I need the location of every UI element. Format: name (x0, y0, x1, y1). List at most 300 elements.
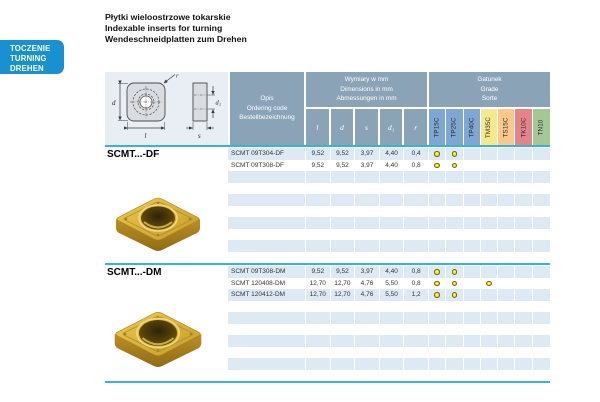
availability-dot (452, 281, 458, 287)
ordering-code-header (230, 72, 304, 145)
dim-value (331, 335, 356, 347)
dim-value (404, 370, 429, 382)
dim-value: 12,70 (306, 289, 331, 301)
grade-column-header-tk10c (515, 109, 532, 145)
grade-cell (533, 194, 550, 206)
dim-value (331, 301, 356, 313)
grade-cell (429, 370, 446, 382)
ordering-code (228, 252, 306, 264)
grade-cell (446, 370, 463, 382)
dim-value: 5,50 (380, 278, 405, 290)
grade-cell (481, 206, 498, 218)
grade-cell (533, 160, 550, 172)
dim-value: 9,52 (331, 266, 356, 278)
table-row-empty (228, 358, 550, 370)
grade-cell (515, 347, 532, 359)
grade-column-label: TN10 (537, 119, 545, 135)
grade-cell (533, 301, 550, 313)
dim-value (306, 252, 331, 264)
availability-dot (452, 151, 458, 157)
dim-value: 9,52 (306, 266, 331, 278)
grade-cell (464, 266, 481, 278)
grade-cell (481, 229, 498, 241)
dim-value (380, 370, 405, 382)
dim-value (355, 194, 380, 206)
category-tab-line: TOCZENIE (10, 43, 51, 53)
dim-value (306, 194, 331, 206)
dim-value (331, 252, 356, 264)
grade-cell (481, 289, 498, 301)
ordering-code (228, 229, 306, 241)
dimensions-header-line: Dimensions in mm (340, 85, 393, 93)
table-row-empty (228, 194, 550, 206)
grade-cell (446, 312, 463, 324)
grade-cell (515, 312, 532, 324)
dim-value (331, 370, 356, 382)
grade-cell (429, 266, 446, 278)
ordering-header-line: Opis (260, 94, 274, 102)
dim-value (331, 206, 356, 218)
dim-value (404, 217, 429, 229)
grade-cell (481, 194, 498, 206)
dim-value: 9,52 (306, 148, 331, 160)
grade-cell (446, 266, 463, 278)
table-row-empty (228, 324, 550, 336)
grade-cell (446, 206, 463, 218)
grade-cell (429, 358, 446, 370)
grade-cell (533, 347, 550, 359)
dim-value (331, 183, 356, 195)
insert-center-hole (139, 320, 177, 346)
grade-cell (446, 301, 463, 313)
table-row-empty (228, 312, 550, 324)
grade-cell (498, 240, 515, 252)
grade-cell (481, 240, 498, 252)
dim-value (306, 229, 331, 241)
ordering-code (228, 240, 306, 252)
grade-cell (464, 289, 481, 301)
dim-value (306, 347, 331, 359)
grade-cell (429, 278, 446, 290)
grade-cell (481, 358, 498, 370)
dim-column-header-l: l (306, 109, 331, 145)
dim-value (331, 229, 356, 241)
grade-cell (429, 324, 446, 336)
grade-cell (498, 266, 515, 278)
table-row-empty (228, 183, 550, 195)
section-rows (228, 266, 550, 381)
grade-cell (498, 347, 515, 359)
availability-dot (434, 151, 440, 157)
grade-cell (464, 206, 481, 218)
grade-cell (498, 206, 515, 218)
page-title-line: Płytki wieloostrzowe tokarskie (105, 12, 231, 22)
dim-value (355, 324, 380, 336)
page-title-line: Wendeschneidplatten zum Drehen (105, 33, 247, 44)
grade-cell (515, 289, 532, 301)
dim-value (380, 335, 405, 347)
grade-cell (464, 335, 481, 347)
ordering-code (228, 171, 306, 183)
grade-cell (481, 171, 498, 183)
ordering-code (228, 324, 306, 336)
ordering-code (228, 312, 306, 324)
grade-cell (464, 358, 481, 370)
ordering-code (228, 358, 306, 370)
dim-value (306, 206, 331, 218)
header-separator-line (105, 145, 550, 147)
grade-cell (446, 335, 463, 347)
dim-value (355, 347, 380, 359)
grade-cell (481, 347, 498, 359)
grade-cell (533, 312, 550, 324)
grade-cell (515, 266, 532, 278)
grade-cell (429, 217, 446, 229)
grade-cell (498, 312, 515, 324)
dim-value (355, 217, 380, 229)
grade-cell (498, 301, 515, 313)
grade-cell (429, 335, 446, 347)
table-row-empty (228, 301, 550, 313)
grade-cell (429, 206, 446, 218)
grade-cell (481, 252, 498, 264)
dim-value: 9,52 (331, 148, 356, 160)
dim-value (404, 206, 429, 218)
grade-cell (498, 160, 515, 172)
dim-value (306, 312, 331, 324)
dimension-subheader (306, 109, 429, 145)
dim-value (306, 324, 331, 336)
grade-cell (446, 217, 463, 229)
grade-cell (533, 358, 550, 370)
grade-cell (429, 229, 446, 241)
dim-value: 5,50 (380, 289, 405, 301)
insert-center-hole (141, 206, 175, 229)
grade-column-label: TP15C (433, 116, 441, 138)
grade-cell (515, 217, 532, 229)
dim-value (355, 183, 380, 195)
grade-cell (515, 252, 532, 264)
dim-value: 12,70 (306, 278, 331, 290)
dim-value (331, 240, 356, 252)
category-tab-line: TURNING (10, 53, 47, 63)
grade-cell (481, 312, 498, 324)
dim-value: 9,52 (331, 160, 356, 172)
dim-value (355, 301, 380, 313)
ordering-header-line: Ordering code (246, 104, 288, 112)
grade-cell (515, 171, 532, 183)
dim-value (380, 240, 405, 252)
dim-label-r: r (176, 72, 179, 80)
ordering-code: SCMT 09T304-DF (228, 148, 306, 160)
grade-cell (498, 278, 515, 290)
bottom-separator-line (105, 381, 550, 383)
grade-column-header-tn10 (533, 109, 550, 145)
dim-value (404, 312, 429, 324)
dim-value (306, 183, 331, 195)
grade-column-header-tp15c (429, 109, 446, 145)
table-row (228, 278, 550, 290)
grade-cell (533, 183, 550, 195)
grade-column-header-tp25c (446, 109, 463, 145)
dim-value (404, 240, 429, 252)
dim-value (404, 183, 429, 195)
dim-value (355, 252, 380, 264)
dim-value (404, 301, 429, 313)
dim-value (306, 301, 331, 313)
grade-cell (446, 194, 463, 206)
ordering-code (228, 217, 306, 229)
grade-cell (429, 289, 446, 301)
grade-subheader (429, 109, 550, 145)
dim-value (306, 370, 331, 382)
grade-cell (481, 217, 498, 229)
grade-cell (481, 183, 498, 195)
grade-cell (515, 148, 532, 160)
grade-cell (464, 252, 481, 264)
table-row-empty (228, 347, 550, 359)
dim-value: 12,70 (331, 278, 356, 290)
ordering-code (228, 206, 306, 218)
dim-value (355, 370, 380, 382)
grade-cell (515, 301, 532, 313)
ordering-code: SCMT 09T308-DM (228, 266, 306, 278)
dim-value: 0,4 (404, 148, 429, 160)
dim-value (404, 358, 429, 370)
dim-value (404, 324, 429, 336)
table-row-empty (228, 240, 550, 252)
section-label-scmt-dm: SCMT...-DM (107, 267, 162, 278)
dim-label-d1: d₁ (215, 99, 222, 107)
grade-cell (429, 301, 446, 313)
grade-cell (429, 347, 446, 359)
dim-value (380, 171, 405, 183)
dim-value (355, 229, 380, 241)
availability-dot (452, 163, 458, 169)
ordering-code: SCMT 120412-DM (228, 289, 306, 301)
grade-cell (481, 324, 498, 336)
grade-cell (464, 278, 481, 290)
grade-cell (498, 289, 515, 301)
dimensions-header-line: Abmessungen in mm (336, 95, 397, 103)
dim-value (404, 194, 429, 206)
dim-value: 4,40 (380, 148, 405, 160)
ordering-code (228, 301, 306, 313)
section-rows (228, 148, 550, 263)
grade-cell (533, 266, 550, 278)
grade-cell (498, 252, 515, 264)
dim-value: 4,40 (380, 160, 405, 172)
grade-cell (481, 370, 498, 382)
dim-value (306, 217, 331, 229)
dim-value (331, 194, 356, 206)
dim-value (404, 252, 429, 264)
grade-cell (498, 358, 515, 370)
grade-cell (533, 240, 550, 252)
grade-cell (429, 194, 446, 206)
dim-value (306, 358, 331, 370)
section-separator-line (105, 263, 550, 265)
grade-cell (464, 183, 481, 195)
grade-cell (464, 171, 481, 183)
ordering-code (228, 347, 306, 359)
dim-label-l: l (144, 132, 147, 140)
grade-cell (515, 160, 532, 172)
grade-header-line: Gatunek (477, 75, 502, 83)
availability-dot (434, 292, 440, 298)
dimensions-header-line: Wymiary w mm (344, 75, 389, 83)
grade-cell (446, 347, 463, 359)
grade-cell (446, 160, 463, 172)
dim-value (380, 312, 405, 324)
dim-value (404, 335, 429, 347)
table-row-empty (228, 252, 550, 264)
grade-cell (515, 183, 532, 195)
dim-value (355, 206, 380, 218)
insert-photo-scmt-df (110, 186, 206, 257)
ordering-code: SCMT 09T308-DF (228, 160, 306, 172)
grade-cell (446, 252, 463, 264)
ordering-code (228, 183, 306, 195)
grade-cell (533, 217, 550, 229)
grade-cell (533, 324, 550, 336)
dim-column-header-r: r (404, 109, 429, 145)
grade-cell (464, 194, 481, 206)
grade-cell (533, 171, 550, 183)
page-title (105, 12, 247, 45)
dim-value (380, 183, 405, 195)
grade-cell (446, 171, 463, 183)
grade-cell (498, 148, 515, 160)
grade-cell (533, 370, 550, 382)
dim-value (404, 171, 429, 183)
grade-column-label: TK10C (520, 116, 528, 138)
dim-value: 0,8 (404, 266, 429, 278)
dim-value: 4,76 (355, 289, 380, 301)
dim-value (404, 229, 429, 241)
grade-cell (498, 335, 515, 347)
availability-dot (486, 281, 492, 287)
dim-value (355, 312, 380, 324)
grade-cell (446, 183, 463, 195)
grade-cell (446, 240, 463, 252)
ordering-code (228, 194, 306, 206)
ordering-code (228, 370, 306, 382)
grade-cell (515, 240, 532, 252)
grade-cell (446, 324, 463, 336)
grade-cell (515, 194, 532, 206)
grade-column-header-tp40c (464, 109, 481, 145)
dimensions-group-header (306, 72, 427, 107)
grade-cell (464, 240, 481, 252)
dim-value (331, 347, 356, 359)
dim-column-header-d: d (331, 109, 356, 145)
grade-cell (446, 148, 463, 160)
grade-cell (498, 217, 515, 229)
dim-value: 4,76 (355, 278, 380, 290)
grade-group-header (429, 72, 550, 107)
dim-value: 0,8 (404, 278, 429, 290)
grade-column-header-ts15c (498, 109, 515, 145)
grade-cell (429, 160, 446, 172)
dim-value: 12,70 (331, 289, 356, 301)
dim-value (306, 335, 331, 347)
dim-value (380, 301, 405, 313)
grade-cell (515, 278, 532, 290)
insert-photo-scmt-dm (108, 300, 208, 373)
grade-cell (515, 370, 532, 382)
grade-cell (498, 370, 515, 382)
grade-cell (464, 370, 481, 382)
dim-value: 3,97 (355, 148, 380, 160)
availability-dot (452, 269, 458, 275)
grade-cell (515, 335, 532, 347)
grade-cell (429, 240, 446, 252)
dim-value (380, 229, 405, 241)
dim-value (380, 194, 405, 206)
ordering-code: SCMT 120408-DM (228, 278, 306, 290)
table-row-empty (228, 229, 550, 241)
dim-value (404, 347, 429, 359)
ordering-header-line: Bestellbezeichnung (239, 114, 295, 122)
ordering-code (228, 335, 306, 347)
grade-cell (498, 194, 515, 206)
dim-value (355, 358, 380, 370)
grade-cell (464, 312, 481, 324)
dim-value: 9,52 (306, 160, 331, 172)
dim-value (331, 312, 356, 324)
availability-dot (434, 163, 440, 169)
table-row (228, 160, 550, 172)
dim-value: 3,97 (355, 160, 380, 172)
grade-column-header-tm35c (481, 109, 498, 145)
grade-column-label: TP40C (468, 116, 476, 138)
grade-cell (429, 183, 446, 195)
side-view-insert (193, 83, 207, 121)
table-row-empty (228, 171, 550, 183)
grade-cell (429, 312, 446, 324)
grade-cell (464, 229, 481, 241)
grade-cell (464, 324, 481, 336)
grade-cell (515, 358, 532, 370)
grade-column-label: TP25C (450, 116, 458, 138)
grade-cell (464, 217, 481, 229)
dim-value (306, 240, 331, 252)
grade-cell (533, 252, 550, 264)
grade-cell (515, 324, 532, 336)
grade-cell (481, 301, 498, 313)
grade-cell (446, 278, 463, 290)
table-row (228, 266, 550, 278)
grade-cell (515, 229, 532, 241)
grade-cell (446, 229, 463, 241)
page-title-line: Indexable inserts for turning (105, 22, 223, 33)
table-row-empty (228, 206, 550, 218)
grade-cell (481, 266, 498, 278)
grade-cell (446, 358, 463, 370)
dim-value (355, 335, 380, 347)
grade-cell (464, 160, 481, 172)
grade-cell (429, 252, 446, 264)
grade-cell (498, 183, 515, 195)
grade-cell (429, 171, 446, 183)
table-row-empty (228, 370, 550, 382)
dim-value (331, 358, 356, 370)
grade-cell (498, 229, 515, 241)
dim-value: 3,97 (355, 266, 380, 278)
dim-value (380, 358, 405, 370)
grade-cell (464, 301, 481, 313)
